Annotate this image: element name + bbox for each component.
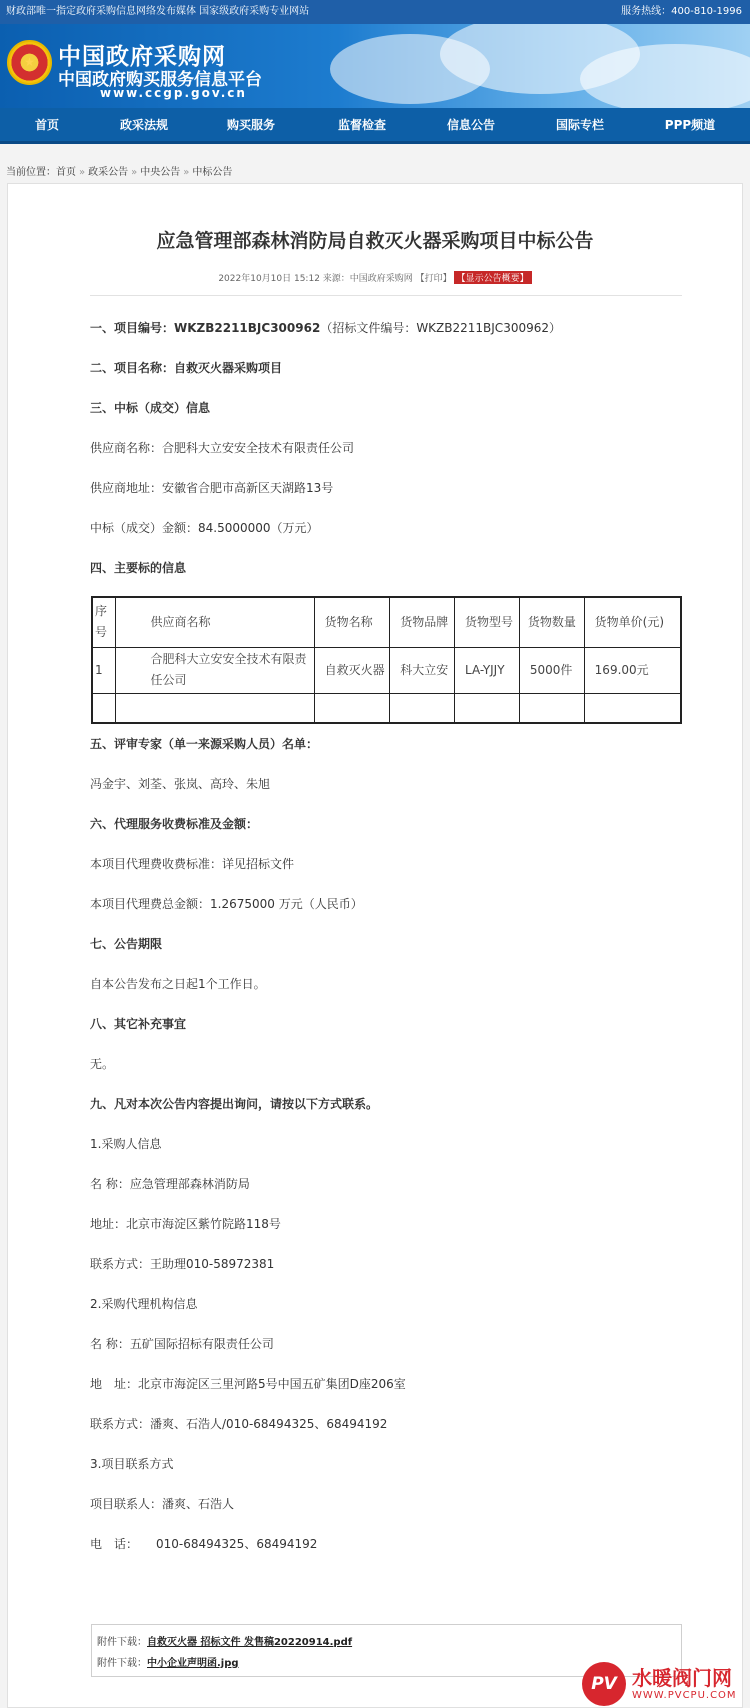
header-cell: 货物数量 [519,597,584,647]
section-project-name: 二、项目名称：自救灭火器采购项目 [90,361,283,375]
table-empty-row [92,693,681,723]
award-table [91,596,682,724]
nav-international[interactable]: 国际专栏 [555,118,604,132]
publish-info: 2022年10月10日 15:12 来源：中国政府采购网 【打印】 [218,274,452,284]
award-amount: 中标（成交）金额：84.5000000（万元） [90,521,319,535]
attachment-label: 附件下载： [97,1658,147,1669]
purchaser-name: 名 称：应急管理部森林消防局 [90,1177,250,1191]
nav-regulations[interactable]: 政采法规 [119,118,168,132]
breadcrumb-central-notices[interactable]: 中央公告 [140,167,181,178]
attachment-item [97,1654,239,1669]
site-banner [0,24,750,108]
purchaser-title: 1.采购人信息 [90,1137,162,1151]
section-other: 八、其它补充事宜 [90,1017,187,1031]
header-cell: 货物名称 [314,597,390,647]
supplier-name: 供应商名称：合肥科大立安安全技术有限责任公司 [90,441,355,455]
nav-home[interactable]: 首页 [34,118,59,132]
breadcrumb-award-notices[interactable]: 中标公告 [192,167,233,178]
main-nav [0,108,750,144]
fee-standard: 本项目代理费收费标准：详见招标文件 [90,857,295,871]
attachment-link[interactable]: 中小企业声明函.jpg [147,1658,239,1669]
breadcrumb-home[interactable]: 首页 [56,167,76,178]
nav-ppp[interactable]: PPP频道 [664,118,716,132]
top-bar-slogan: 财政部唯一指定政府采购信息网络发布媒体 国家级政府采购专业网站 [6,6,310,17]
section-contact: 九、凡对本次公告内容提出询问，请按以下方式联系。 [90,1097,379,1111]
header-cell: 货物品牌 [390,597,455,647]
national-emblem-icon[interactable]: ★ [7,40,52,85]
table-header-row [92,597,681,647]
row-cell: 1 [92,647,116,693]
section-main-items: 四、主要标的信息 [90,561,187,575]
top-bar [0,0,750,24]
project-contact-phone: 电 话： 010-68494325、68494192 [90,1537,318,1551]
breadcrumb-procurement-notices[interactable]: 政采公告 [88,167,129,178]
fee-total: 本项目代理费总金额：1.2675000 万元（人民币） [90,897,363,911]
title-divider [90,295,682,296]
section-period: 七、公告期限 [90,937,163,951]
site-title[interactable]: 中国政府采购网 [58,44,226,70]
row-cell: 科大立安 [390,647,455,693]
section-project-number [90,320,561,336]
attachment-link[interactable]: 自救灭火器 招标文件 发售稿20220914.pdf [147,1637,353,1648]
row-cell: 5000件 [519,647,584,693]
header-cell: 供应商名称 [116,597,314,647]
watermark-url: WWW.PVCPU.COM [632,1690,737,1701]
agency-name: 名 称：五矿国际招标有限责任公司 [90,1337,274,1351]
header-cell: 货物型号 [455,597,520,647]
show-summary-button[interactable]: 【显示公告概要】 [454,271,532,284]
watermark-logo-icon: PV [582,1662,626,1706]
service-hotline: 服务热线：400-810-1996 [621,6,742,17]
page-title: 应急管理部森林消防局自救灭火器采购项目中标公告 [156,230,594,252]
section-agency-fee: 六、代理服务收费标准及金额： [90,817,259,831]
agency-contact: 联系方式：潘爽、石浩人/010-68494325、68494192 [90,1417,388,1431]
agency-title: 2.采购代理机构信息 [90,1297,198,1311]
section-award-info: 三、中标（成交）信息 [90,401,211,415]
attachment-label: 附件下载： [97,1637,147,1648]
watermark [582,1660,750,1708]
row-cell: LA-YJJY [455,647,520,693]
attachment-item [97,1633,352,1648]
site-url: www.ccgp.gov.cn [100,86,247,100]
breadcrumb-prefix: 当前位置： [6,167,56,178]
header-cell: 序号 [92,597,116,647]
tender-file-number: （招标文件编号：WKZB2211BJC300962） [320,321,561,335]
project-contact-title: 3.项目联系方式 [90,1457,174,1471]
other-matters: 无。 [90,1057,115,1071]
site-subtitle: 中国政府购买服务信息平台 [58,70,262,90]
table-row [92,647,681,693]
nav-supervision[interactable]: 监督检查 [337,118,386,132]
row-cell: 自救灭火器 [314,647,390,693]
purchaser-contact: 联系方式：王助理010-58972381 [90,1257,275,1271]
nav-announcements[interactable]: 信息公告 [446,118,495,132]
header-cell: 货物单价(元) [584,597,681,647]
article-meta [0,271,750,284]
notice-period: 自本公告发布之日起1个工作日。 [90,977,266,991]
nav-purchase-services[interactable]: 购买服务 [226,118,275,132]
row-cell: 169.00元 [584,647,681,693]
purchaser-address: 地址：北京市海淀区紫竹院路118号 [90,1217,281,1231]
watermark-name: 水暖阀门网 [632,1666,732,1690]
project-contact-person: 项目联系人：潘爽、石浩人 [90,1497,235,1511]
breadcrumb: 当前位置：首页 » 政采公告 » 中央公告 » 中标公告 [6,167,233,178]
expert-list: 冯金宇、刘荃、张岚、高玲、朱旭 [90,777,271,791]
section-experts: 五、评审专家（单一来源采购人员）名单： [90,737,319,751]
supplier-address: 供应商地址：安徽省合肥市高新区天湖路13号 [90,481,334,495]
project-number: 一、项目编号：WKZB2211BJC300962 [90,321,321,335]
row-cell: 合肥科大立安安全技术有限责任公司 [116,647,314,693]
agency-address: 地 址：北京市海淀区三里河路5号中国五矿集团D座206室 [90,1377,406,1391]
